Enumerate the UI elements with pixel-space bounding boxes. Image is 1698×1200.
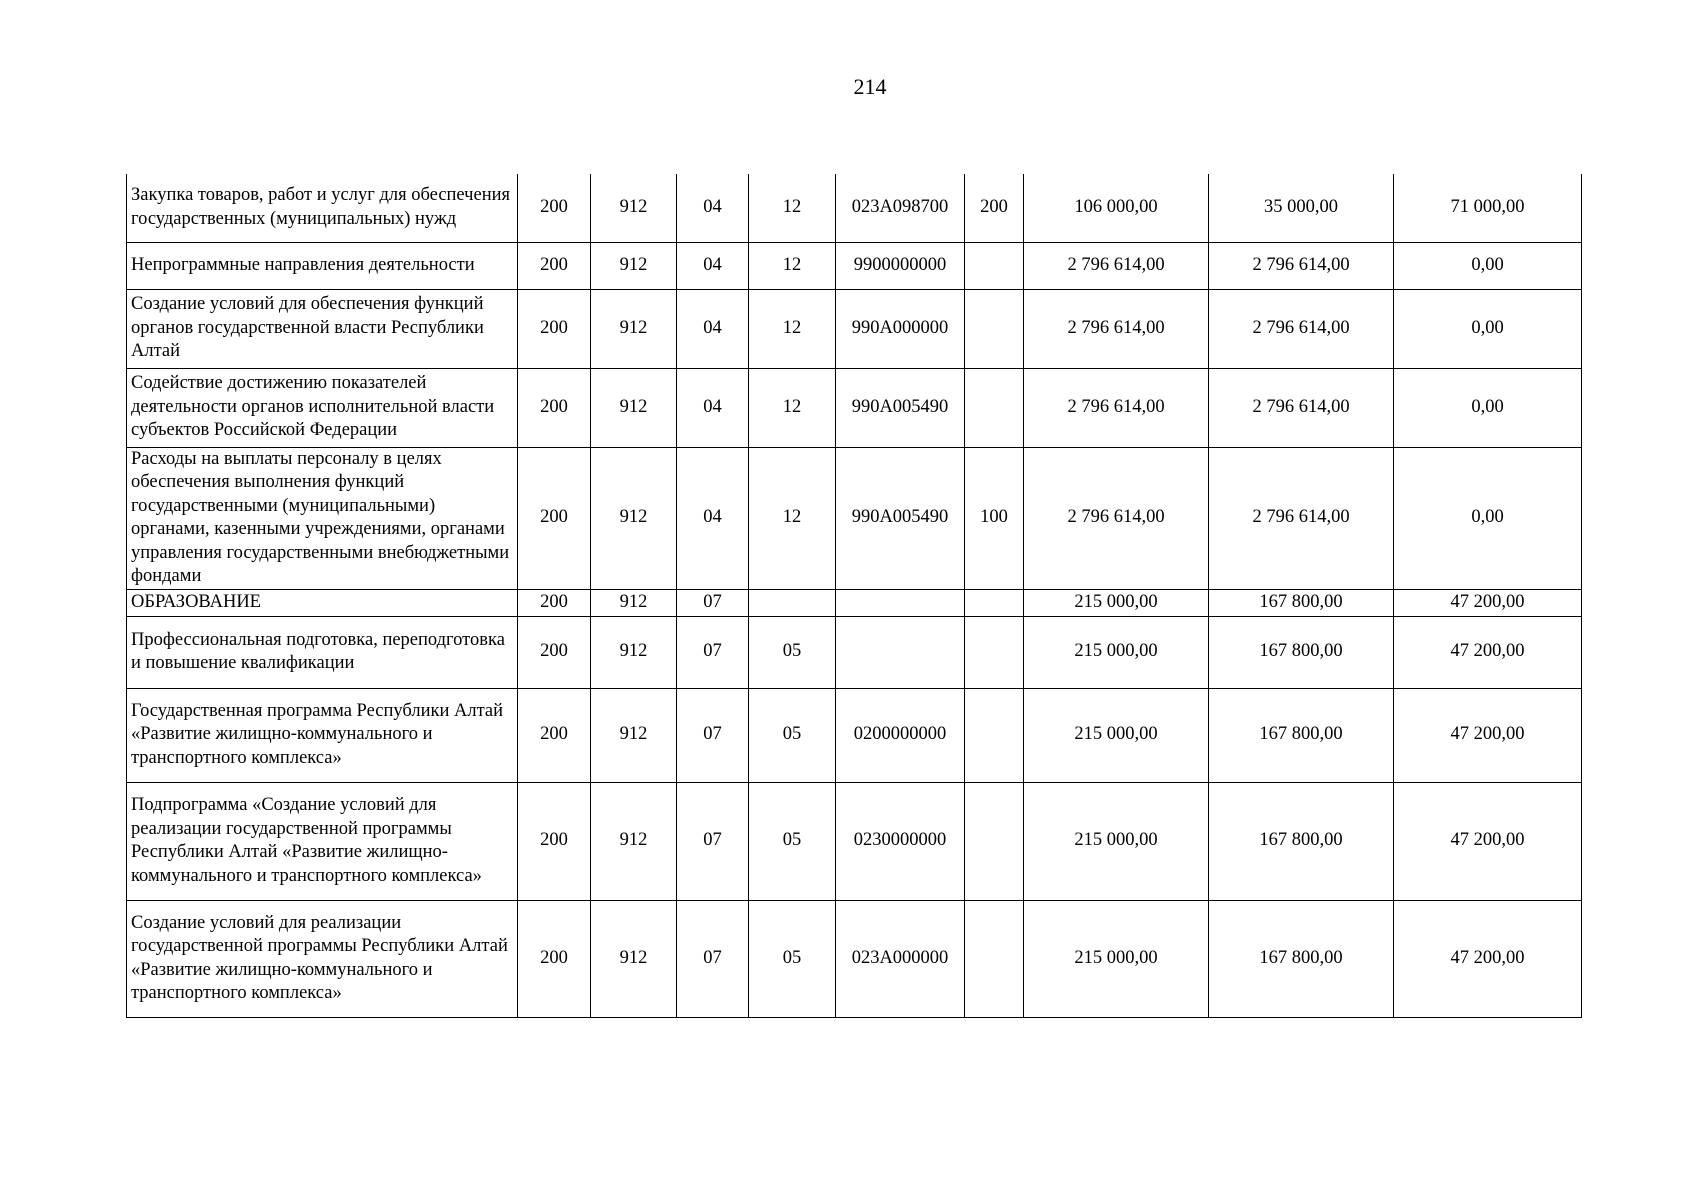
- code-1: 200: [518, 289, 591, 368]
- code-6: [965, 589, 1024, 616]
- row-name: Государственная программа Республики Алтай «Развитие жилищно-коммунального и транспортного комплекса»: [127, 688, 518, 782]
- table-row: [127, 368, 1582, 447]
- code-4: 12: [749, 289, 836, 368]
- code-3: 07: [677, 589, 749, 616]
- table-row: [127, 289, 1582, 368]
- code-4: 05: [749, 900, 836, 1017]
- code-6: 200: [965, 174, 1024, 242]
- code-5: 990А005490: [836, 447, 965, 589]
- row-name: Расходы на выплаты персоналу в целях обеспечения выполнения функций государственными (муниципальными) органами, казенными учреждениями, органами управления государственными внебюджетными фондами: [127, 447, 518, 589]
- code-6: [965, 616, 1024, 688]
- code-4: 12: [749, 368, 836, 447]
- code-5: [836, 616, 965, 688]
- code-1: 200: [518, 174, 591, 242]
- amount-3: 47 200,00: [1394, 688, 1582, 782]
- code-5: 0230000000: [836, 782, 965, 900]
- amount-1: 215 000,00: [1024, 782, 1209, 900]
- code-1: 200: [518, 242, 591, 289]
- code-6: [965, 688, 1024, 782]
- code-1: 200: [518, 368, 591, 447]
- code-4: 12: [749, 447, 836, 589]
- table-row: [127, 447, 1582, 589]
- code-1: 200: [518, 616, 591, 688]
- code-5: 0200000000: [836, 688, 965, 782]
- code-6: [965, 289, 1024, 368]
- amount-2: 167 800,00: [1209, 900, 1394, 1017]
- table-row: [127, 242, 1582, 289]
- row-name: Подпрограмма «Создание условий для реализации государственной программы Республики Алтай «Развитие жилищно-коммунального и транспортного комплекса»: [127, 782, 518, 900]
- amount-1: 215 000,00: [1024, 589, 1209, 616]
- code-1: 200: [518, 447, 591, 589]
- row-name: Создание условий для обеспечения функций органов государственной власти Республики Алтай: [127, 289, 518, 368]
- budget-table: [126, 174, 1582, 1018]
- code-6: [965, 368, 1024, 447]
- amount-1: 2 796 614,00: [1024, 242, 1209, 289]
- amount-3: 0,00: [1394, 289, 1582, 368]
- row-name: ОБРАЗОВАНИЕ: [127, 589, 518, 616]
- code-5: 023А000000: [836, 900, 965, 1017]
- code-2: 912: [591, 289, 677, 368]
- code-2: 912: [591, 900, 677, 1017]
- code-4: 12: [749, 242, 836, 289]
- amount-2: 2 796 614,00: [1209, 368, 1394, 447]
- table-row: [127, 174, 1582, 242]
- code-3: 04: [677, 289, 749, 368]
- amount-1: 215 000,00: [1024, 688, 1209, 782]
- code-2: 912: [591, 616, 677, 688]
- code-1: 200: [518, 782, 591, 900]
- row-name: Создание условий для реализации государственной программы Республики Алтай «Развитие жилищно-коммунального и транспортного комплекса»: [127, 900, 518, 1017]
- amount-1: 2 796 614,00: [1024, 368, 1209, 447]
- amount-1: 215 000,00: [1024, 900, 1209, 1017]
- code-3: 07: [677, 688, 749, 782]
- code-5: 023А098700: [836, 174, 965, 242]
- row-name: Содействие достижению показателей деятельности органов исполнительной власти субъектов Российской Федерации: [127, 368, 518, 447]
- amount-1: 2 796 614,00: [1024, 447, 1209, 589]
- code-4: 05: [749, 616, 836, 688]
- code-6: [965, 782, 1024, 900]
- code-4: 05: [749, 688, 836, 782]
- amount-3: 47 200,00: [1394, 782, 1582, 900]
- code-1: 200: [518, 688, 591, 782]
- code-2: 912: [591, 174, 677, 242]
- amount-3: 0,00: [1394, 242, 1582, 289]
- code-3: 04: [677, 368, 749, 447]
- page-number: 214: [853, 74, 887, 99]
- code-5: 9900000000: [836, 242, 965, 289]
- code-2: 912: [591, 688, 677, 782]
- code-3: 07: [677, 900, 749, 1017]
- code-3: 07: [677, 782, 749, 900]
- code-2: 912: [591, 589, 677, 616]
- code-3: 07: [677, 616, 749, 688]
- amount-1: 2 796 614,00: [1024, 289, 1209, 368]
- code-1: 200: [518, 589, 591, 616]
- amount-1: 215 000,00: [1024, 616, 1209, 688]
- row-name: Непрограммные направления деятельности: [127, 242, 518, 289]
- row-name: Профессиональная подготовка, переподготовка и повышение квалификации: [127, 616, 518, 688]
- amount-3: 47 200,00: [1394, 589, 1582, 616]
- table-row: [127, 589, 1582, 616]
- amount-2: 2 796 614,00: [1209, 289, 1394, 368]
- amount-2: 35 000,00: [1209, 174, 1394, 242]
- amount-2: 167 800,00: [1209, 782, 1394, 900]
- table-row: [127, 900, 1582, 1017]
- amount-3: 71 000,00: [1394, 174, 1582, 242]
- table-row: [127, 616, 1582, 688]
- table-row: [127, 782, 1582, 900]
- amount-1: 106 000,00: [1024, 174, 1209, 242]
- amount-3: 0,00: [1394, 447, 1582, 589]
- code-4: 12: [749, 174, 836, 242]
- amount-3: 47 200,00: [1394, 900, 1582, 1017]
- amount-2: 2 796 614,00: [1209, 447, 1394, 589]
- code-5: 990А005490: [836, 368, 965, 447]
- code-3: 04: [677, 174, 749, 242]
- code-2: 912: [591, 782, 677, 900]
- code-2: 912: [591, 447, 677, 589]
- code-6: [965, 242, 1024, 289]
- code-5: 990А000000: [836, 289, 965, 368]
- amount-3: 47 200,00: [1394, 616, 1582, 688]
- amount-3: 0,00: [1394, 368, 1582, 447]
- code-2: 912: [591, 368, 677, 447]
- amount-2: 167 800,00: [1209, 616, 1394, 688]
- amount-2: 2 796 614,00: [1209, 242, 1394, 289]
- code-4: 05: [749, 782, 836, 900]
- code-1: 200: [518, 900, 591, 1017]
- code-6: 100: [965, 447, 1024, 589]
- code-2: 912: [591, 242, 677, 289]
- code-5: [836, 589, 965, 616]
- code-3: 04: [677, 447, 749, 589]
- code-4: [749, 589, 836, 616]
- amount-2: 167 800,00: [1209, 589, 1394, 616]
- amount-2: 167 800,00: [1209, 688, 1394, 782]
- table-row: [127, 688, 1582, 782]
- code-3: 04: [677, 242, 749, 289]
- row-name: Закупка товаров, работ и услуг для обеспечения государственных (муниципальных) нужд: [127, 174, 518, 242]
- code-6: [965, 900, 1024, 1017]
